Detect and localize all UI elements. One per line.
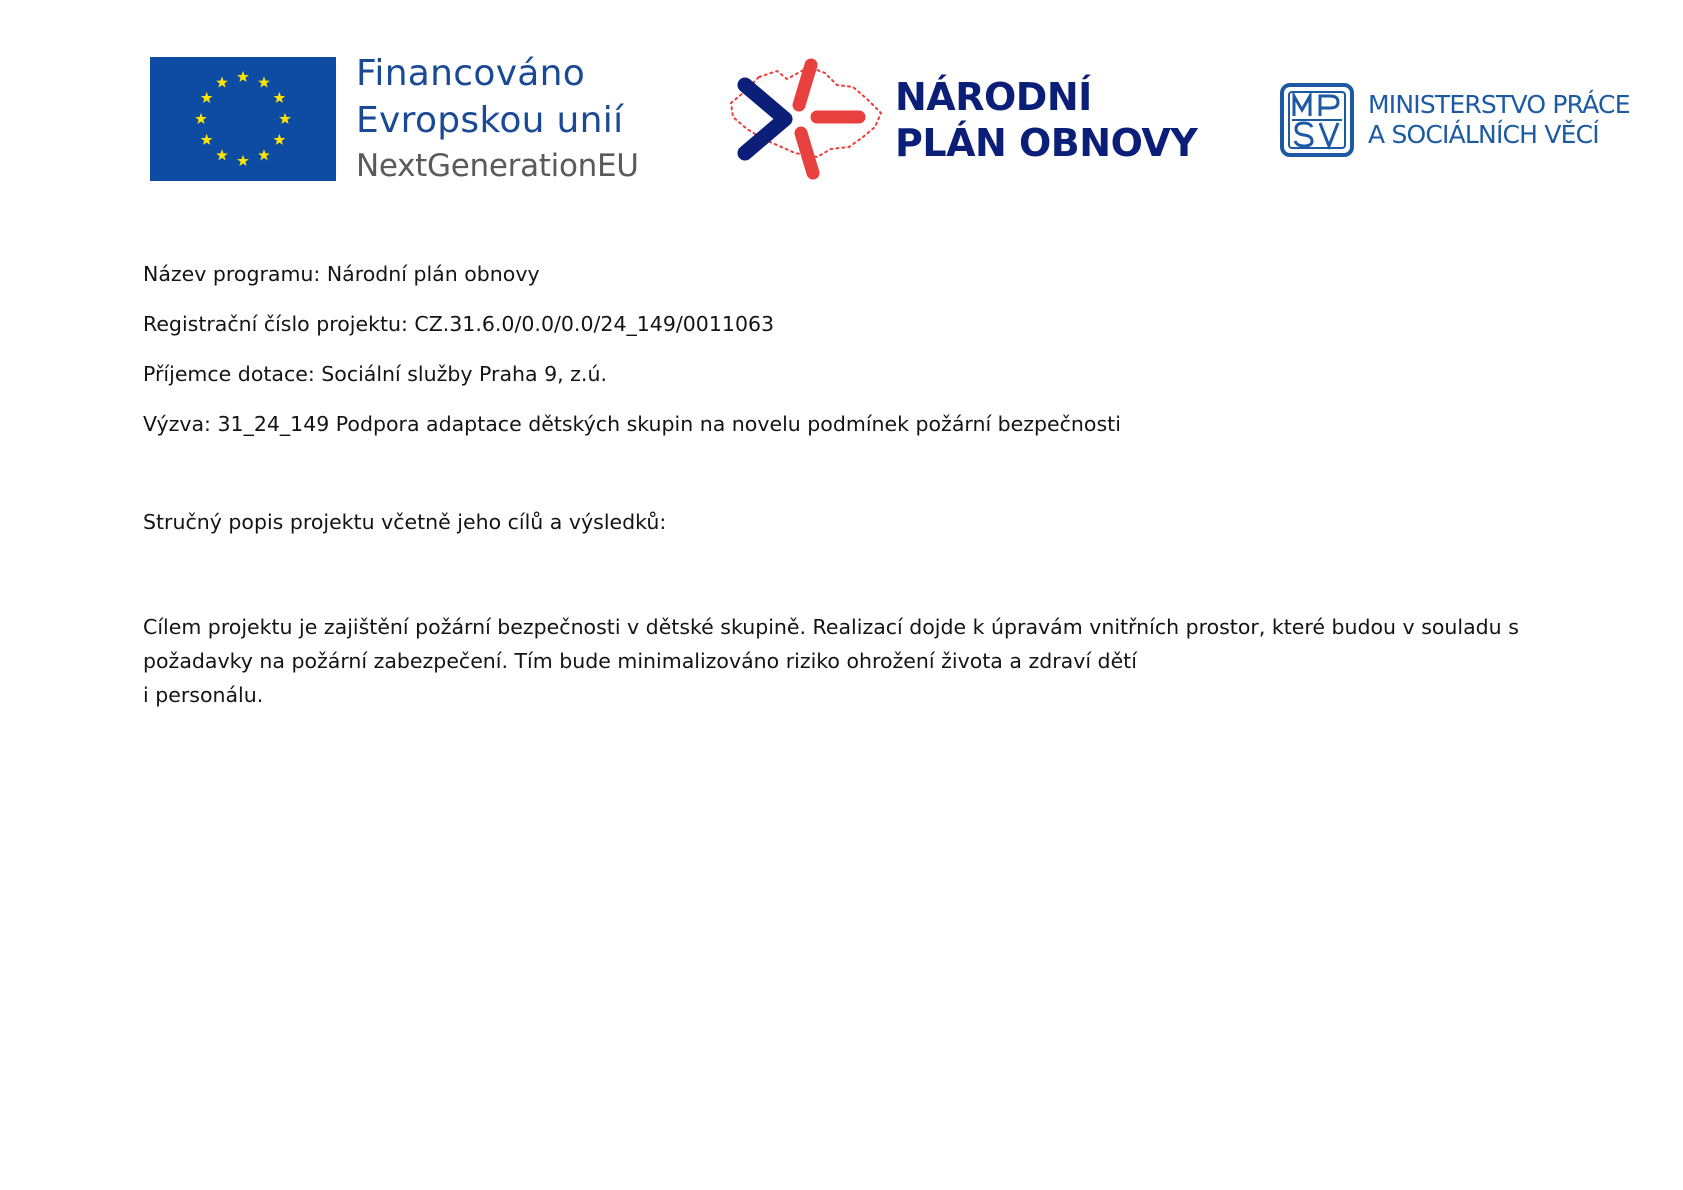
eu-logo-line-financovano: Financováno bbox=[356, 53, 586, 94]
description-line: Cílem projektu je zajištění požární bezpečnosti v dětské skupině. Realizací dojde k úpravám vnitřních prostor, které budou v souladu s bbox=[143, 615, 1519, 639]
npo-logo-line-narodni: NÁRODNÍ bbox=[895, 75, 1092, 119]
project-info bbox=[143, 262, 1563, 712]
program-name: Název programu: Národní plán obnovy bbox=[143, 262, 540, 286]
narodni-plan-obnovy-logo bbox=[725, 56, 1197, 184]
npo-logo-line-plan-obnovy: PLÁN OBNOVY bbox=[895, 121, 1198, 165]
eu-logo-line-nextgenerationeu: NextGenerationEU bbox=[356, 148, 639, 184]
call-name: Výzva: 31_24_149 Podpora adaptace dětských skupin na novelu podmínek požární bezpečnosti bbox=[143, 412, 1121, 436]
mpsv-logo-line-socialnich-veci: A SOCIÁLNÍCH VĚCÍ bbox=[1368, 120, 1599, 149]
mpsv-logo-line-ministerstvo-prace: MINISTERSTVO PRÁCE bbox=[1368, 90, 1630, 119]
eu-flag-icon bbox=[150, 57, 336, 181]
narodni-plan-obnovy-mark-icon bbox=[725, 57, 885, 183]
mpsv-seal-icon bbox=[1280, 83, 1354, 157]
eu-logo-text bbox=[356, 54, 639, 184]
mpsv-logo bbox=[1280, 82, 1630, 158]
npo-logo-text bbox=[895, 74, 1197, 166]
description-body bbox=[143, 610, 1563, 712]
registration-number: Registrační číslo projektu: CZ.31.6.0/0.0/0.0/24_149/0011063 bbox=[143, 312, 775, 336]
eu-logo-line-evropskou-unii: Evropskou unií bbox=[356, 100, 624, 141]
description-line: požadavky na požární zabezpečení. Tím bude minimalizováno riziko ohrožení života a zdraví dětí bbox=[143, 649, 1137, 673]
description-line: i personálu. bbox=[143, 683, 264, 707]
eu-funding-logo bbox=[150, 54, 639, 184]
grant-recipient: Příjemce dotace: Sociální služby Praha 9, z.ú. bbox=[143, 362, 607, 386]
mpsv-logo-text bbox=[1368, 90, 1630, 150]
description-heading: Stručný popis projektu včetně jeho cílů a výsledků: bbox=[143, 510, 667, 534]
